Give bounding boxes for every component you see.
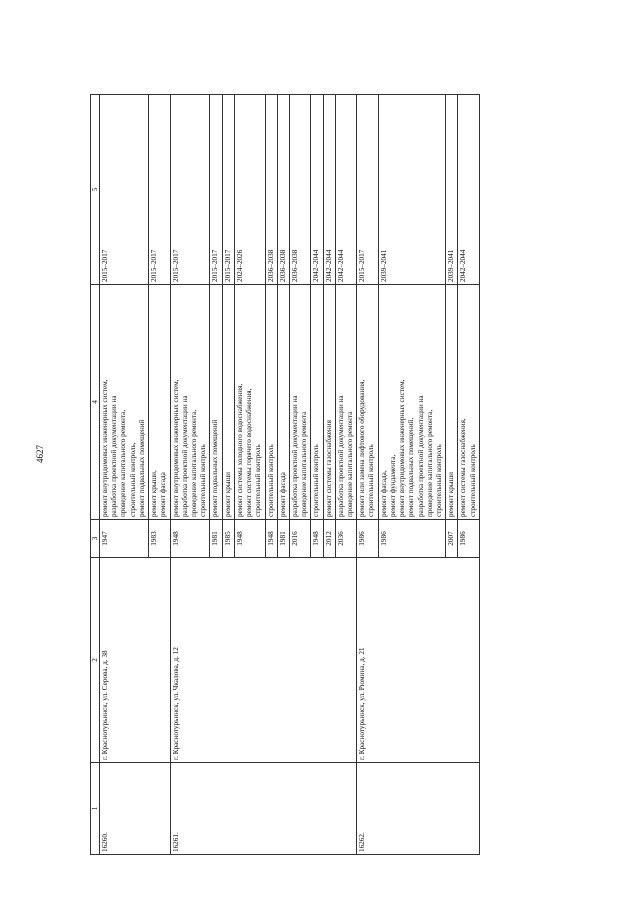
repair-work-line: строительный контроль, bbox=[128, 442, 137, 517]
repair-period: 2039–2041 bbox=[378, 95, 446, 285]
repair-work-line: ремонт крыши, bbox=[150, 470, 159, 517]
building-address: г. Краснотурьинск, ул. Серова, д. 38 bbox=[100, 558, 171, 763]
repair-work-line: строительный контроль bbox=[435, 444, 443, 517]
construction-year: 2036 bbox=[335, 520, 356, 558]
table-row bbox=[170, 95, 210, 855]
repair-work-line: ремонт фасада bbox=[159, 472, 168, 517]
repair-work-line: ремонт системы газоснабжения, bbox=[459, 418, 468, 517]
repair-period: 2015–2017 bbox=[222, 95, 234, 285]
construction-year: 2012 bbox=[323, 520, 335, 558]
repair-work-line: проведение капитального ремонта, bbox=[425, 409, 434, 517]
capital-repair-table bbox=[90, 94, 480, 855]
repair-period: 2036–2038 bbox=[265, 95, 277, 285]
repair-works bbox=[357, 285, 378, 520]
repair-work-line: ремонт внутридомовых инженерных систем, bbox=[101, 379, 109, 517]
repair-period: 2039–2041 bbox=[446, 95, 458, 285]
building-number: 16262. bbox=[357, 763, 480, 855]
repair-works bbox=[234, 285, 265, 520]
repair-period: 2024–2026 bbox=[234, 95, 265, 285]
repair-work-line: ремонт подвальных помещений, bbox=[407, 417, 416, 517]
column-header-row bbox=[91, 95, 100, 855]
column-header-works: 4 bbox=[91, 285, 100, 520]
repair-works bbox=[378, 285, 446, 520]
repair-work-line: ремонт фасада bbox=[278, 472, 287, 517]
repair-work-line: разработка проектной документации на bbox=[110, 395, 119, 517]
repair-work-line: разработка проектной документации на bbox=[416, 395, 425, 517]
repair-work-line: проведение капитального ремонта, bbox=[189, 409, 198, 517]
repair-work-line: ремонт крыши bbox=[223, 471, 232, 517]
repair-works bbox=[323, 285, 335, 520]
repair-work-line: строительный контроль bbox=[312, 444, 321, 517]
repair-period: 2015–2017 bbox=[170, 95, 210, 285]
repair-works bbox=[210, 285, 222, 520]
repair-work-line: ремонт подвальных помещений bbox=[211, 419, 220, 517]
repair-period: 2042–2044 bbox=[323, 95, 335, 285]
construction-year: 1983 bbox=[149, 520, 170, 558]
construction-year: 1948 bbox=[265, 520, 277, 558]
repair-period: 2015–2017 bbox=[100, 95, 149, 285]
repair-works bbox=[289, 285, 310, 520]
construction-year: 1985 bbox=[222, 520, 234, 558]
construction-year: 1947 bbox=[100, 520, 149, 558]
building-address: г. Краснотурьинск, ул. Рюмина, д. 21 bbox=[357, 558, 480, 763]
building-address: г. Краснотурьинск, ул. Чкалова, д. 12 bbox=[170, 558, 357, 763]
repair-work-line: ремонт фасада, bbox=[379, 470, 388, 517]
repair-work-line: ремонт внутридомовых инженерных систем, bbox=[171, 379, 180, 517]
table-row bbox=[357, 95, 378, 855]
building-number: 16261. bbox=[170, 763, 357, 855]
construction-year: 1986 bbox=[458, 520, 479, 558]
repair-period: 2036–2038 bbox=[277, 95, 289, 285]
repair-work-line: строительный контроль bbox=[199, 444, 208, 517]
construction-year: 1986 bbox=[378, 520, 446, 558]
repair-work-line: ремонт системы холодного водоснабжения, bbox=[235, 383, 244, 517]
repair-work-line: разработка проектной документации на bbox=[180, 395, 189, 517]
column-header-year: 3 bbox=[91, 520, 100, 558]
table-rotator bbox=[90, 95, 560, 855]
construction-year: 2007 bbox=[446, 520, 458, 558]
repair-work-line: строительный контроль bbox=[468, 444, 477, 517]
repair-works bbox=[265, 285, 277, 520]
construction-year: 1948 bbox=[311, 520, 323, 558]
repair-period: 2015–2017 bbox=[357, 95, 378, 285]
construction-year: 1948 bbox=[170, 520, 210, 558]
repair-works bbox=[149, 285, 170, 520]
repair-work-line: ремонт крыши bbox=[447, 471, 456, 517]
column-header-period: 5 bbox=[91, 95, 100, 285]
column-header-address: 2 bbox=[91, 558, 100, 763]
repair-period: 2015–2017 bbox=[210, 95, 222, 285]
column-header-number: 1 bbox=[91, 763, 100, 855]
repair-works bbox=[311, 285, 323, 520]
repair-period: 2036–2038 bbox=[289, 95, 310, 285]
repair-period: 2042–2044 bbox=[458, 95, 479, 285]
repair-work-line: строительный контроль bbox=[254, 444, 263, 517]
repair-work-line: строительный контроль bbox=[367, 444, 376, 517]
repair-work-line: ремонт системы горячего водоснабжения, bbox=[245, 388, 254, 517]
repair-work-line: ремонт внутридомовых инженерных систем, bbox=[398, 379, 407, 517]
repair-works bbox=[222, 285, 234, 520]
construction-year: 1948 bbox=[234, 520, 265, 558]
repair-work-line: ремонт фундамента, bbox=[388, 454, 397, 517]
repair-works bbox=[446, 285, 458, 520]
building-number: 16260. bbox=[100, 763, 171, 855]
repair-work-line: проведение капитального ремонта bbox=[346, 411, 355, 517]
repair-work-line: ремонт подвальных помещений bbox=[137, 419, 146, 517]
construction-year: 1981 bbox=[277, 520, 289, 558]
repair-work-line: разработка проектной документации на bbox=[290, 395, 299, 517]
rotated-sheet bbox=[90, 95, 560, 855]
repair-period: 2042–2044 bbox=[311, 95, 323, 285]
repair-works bbox=[277, 285, 289, 520]
repair-work-line: ремонт системы газоснабжения bbox=[324, 420, 333, 517]
repair-work-line: проведение капитального ремонта, bbox=[119, 409, 128, 517]
repair-period: 2042–2044 bbox=[335, 95, 356, 285]
repair-period: 2015–2017 bbox=[149, 95, 170, 285]
construction-year: 1986 bbox=[357, 520, 378, 558]
repair-work-line: строительный контроль bbox=[266, 444, 275, 517]
table-row bbox=[100, 95, 149, 855]
construction-year: 2016 bbox=[289, 520, 310, 558]
repair-works bbox=[335, 285, 356, 520]
table-body bbox=[100, 95, 480, 855]
repair-works bbox=[100, 285, 149, 520]
repair-work-line: ремонт или замена лифтового оборудования, bbox=[358, 379, 367, 517]
repair-works bbox=[170, 285, 210, 520]
repair-work-line: разработка проектной документации на bbox=[336, 395, 345, 517]
repair-works bbox=[458, 285, 479, 520]
repair-work-line: проведение капитального ремонта bbox=[300, 411, 309, 517]
page-number: 4627 bbox=[35, 445, 45, 463]
construction-year: 1981 bbox=[210, 520, 222, 558]
